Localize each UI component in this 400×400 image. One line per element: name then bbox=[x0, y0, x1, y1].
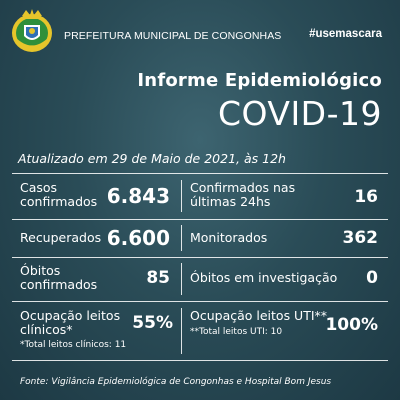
source-note: Fonte: Vigilância Epidemiológica de Congonhas e Hospital Bom Jesus bbox=[20, 377, 332, 387]
report-title: Informe Epidemiológico bbox=[137, 70, 382, 91]
stat-value: 100% bbox=[325, 315, 378, 335]
stat-value: 55% bbox=[132, 313, 173, 333]
report-subtitle: COVID-19 bbox=[217, 94, 382, 133]
column-divider bbox=[181, 225, 182, 251]
divider bbox=[12, 301, 388, 302]
stat-label: confirmados bbox=[20, 194, 98, 209]
stat-value: 6.843 bbox=[106, 184, 170, 208]
stat-label: Ocupação leitos UTI** bbox=[190, 308, 328, 323]
stat-value: 0 bbox=[366, 268, 378, 288]
org-name: PREFEITURA MUNICIPAL DE CONGONHAS bbox=[64, 30, 282, 42]
column-divider bbox=[181, 180, 182, 212]
stat-label: confirmados bbox=[20, 277, 98, 292]
stat-value: 362 bbox=[342, 228, 378, 248]
stat-label: Óbitos em investigação bbox=[190, 270, 338, 285]
stat-value: 16 bbox=[354, 187, 378, 207]
divider bbox=[12, 360, 388, 361]
stat-label: Casos bbox=[20, 180, 58, 195]
stat-value: 6.600 bbox=[106, 226, 170, 250]
stat-footnote: **Total leitos UTI: 10 bbox=[190, 327, 283, 337]
municipal-coat-of-arms-icon bbox=[10, 8, 54, 54]
column-divider bbox=[181, 263, 182, 295]
update-date: Atualizado em 29 de Maio de 2021, às 12h bbox=[18, 151, 286, 166]
divider bbox=[12, 257, 388, 258]
column-divider bbox=[181, 308, 182, 354]
hashtag: #usemascara bbox=[309, 28, 382, 40]
stat-label: últimas 24hs bbox=[190, 194, 271, 209]
stat-label: Ocupação leitos bbox=[20, 308, 121, 323]
stat-value: 85 bbox=[146, 268, 170, 288]
stat-footnote: *Total leitos clínicos: 11 bbox=[20, 340, 127, 350]
divider bbox=[12, 173, 388, 174]
stat-label: Óbitos bbox=[20, 263, 61, 278]
divider bbox=[12, 219, 388, 220]
stat-label: Monitorados bbox=[190, 230, 268, 245]
stat-label: Recuperados bbox=[20, 230, 102, 245]
header bbox=[0, 0, 400, 60]
stat-label: Confirmados nas bbox=[190, 180, 296, 195]
stat-label: clínicos* bbox=[20, 322, 73, 337]
